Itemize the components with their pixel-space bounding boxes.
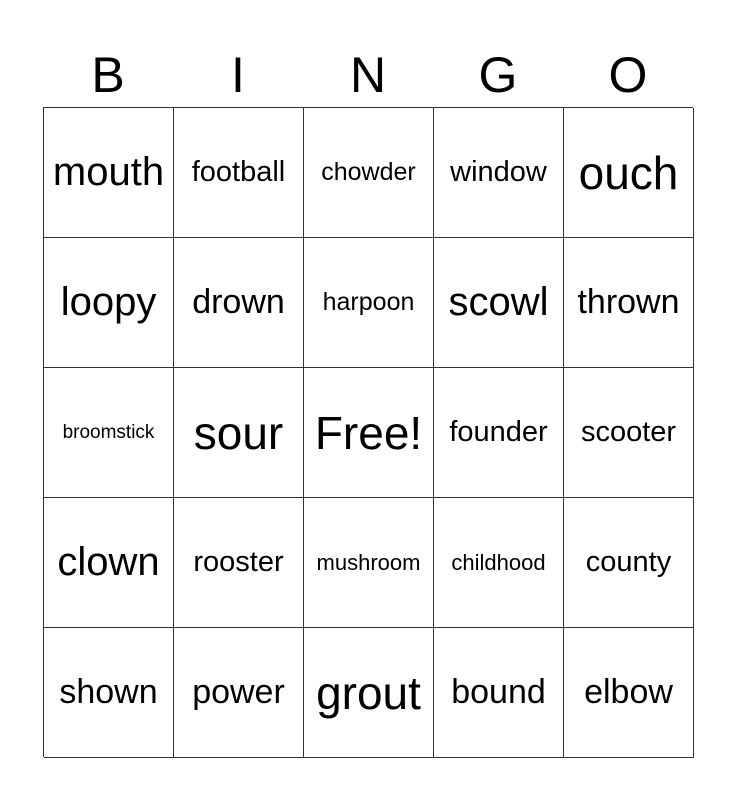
bingo-free-cell[interactable]: Free!	[304, 368, 434, 498]
bingo-board	[43, 107, 693, 757]
bingo-cell[interactable]: founder	[434, 368, 564, 498]
bingo-cell[interactable]: thrown	[564, 238, 694, 368]
bingo-cell[interactable]: broomstick	[44, 368, 174, 498]
bingo-cell[interactable]: bound	[434, 628, 564, 758]
bingo-cell[interactable]: shown	[44, 628, 174, 758]
bingo-cell[interactable]: rooster	[174, 498, 304, 628]
header-letter-i: I	[231, 47, 245, 103]
header-letter-n: N	[349, 47, 387, 103]
bingo-cell[interactable]: chowder	[304, 108, 434, 238]
bingo-cell[interactable]: scowl	[434, 238, 564, 368]
bingo-cell[interactable]: drown	[174, 238, 304, 368]
bingo-cell[interactable]: power	[174, 628, 304, 758]
bingo-cell[interactable]: football	[174, 108, 304, 238]
bingo-cell[interactable]: grout	[304, 628, 434, 758]
bingo-cell[interactable]: loopy	[44, 238, 174, 368]
bingo-cell[interactable]: childhood	[434, 498, 564, 628]
bingo-cell[interactable]: sour	[174, 368, 304, 498]
bingo-cell[interactable]: county	[564, 498, 694, 628]
bingo-cell[interactable]: window	[434, 108, 564, 238]
bingo-cell[interactable]: mushroom	[304, 498, 434, 628]
bingo-cell[interactable]: ouch	[564, 108, 694, 238]
header-letter-b: B	[91, 47, 125, 103]
bingo-header	[43, 44, 693, 106]
header-letter-g: G	[478, 47, 518, 103]
bingo-cell[interactable]: harpoon	[304, 238, 434, 368]
bingo-cell[interactable]: clown	[44, 498, 174, 628]
bingo-cell[interactable]: elbow	[564, 628, 694, 758]
bingo-cell[interactable]: mouth	[44, 108, 174, 238]
header-letter-o: O	[608, 47, 648, 103]
bingo-cell[interactable]: scooter	[564, 368, 694, 498]
